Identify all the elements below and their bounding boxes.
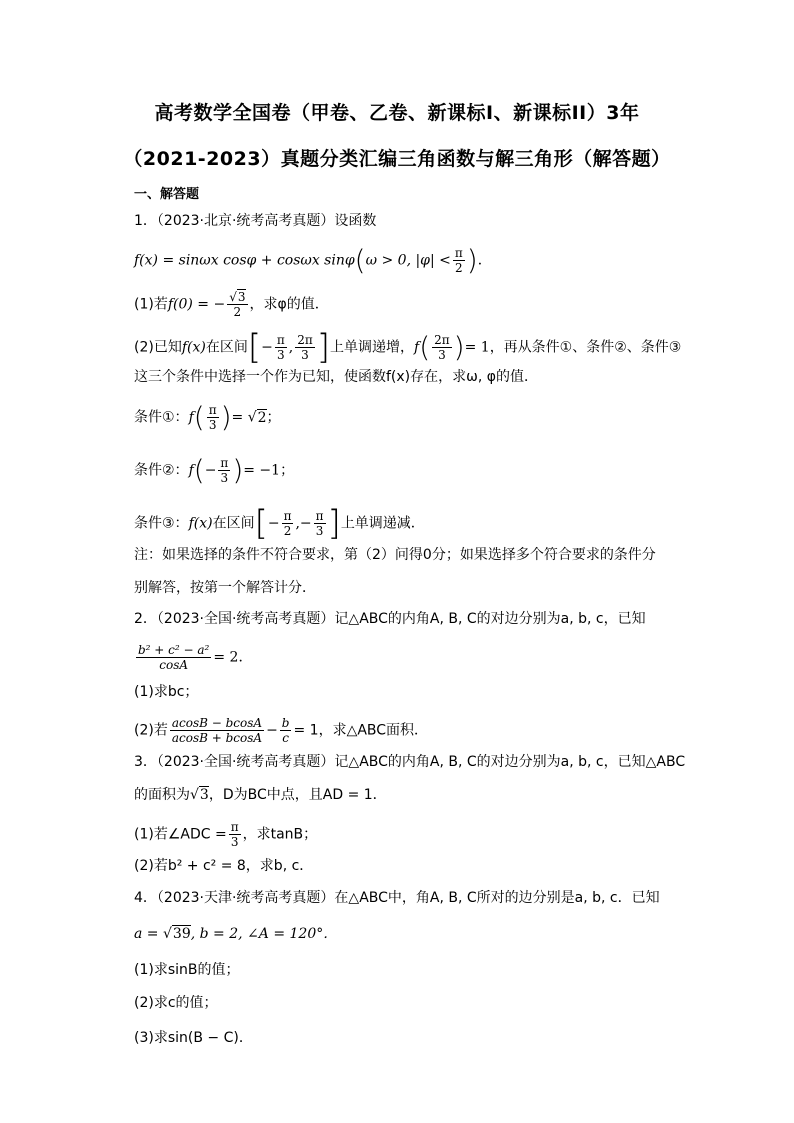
q1-sqrt3-over-2: $\frac{√3}{2}$ bbox=[229, 290, 246, 319]
q1-part-2-line-2: 这三个条件中选择一个作为已知，使函数f(x)存在，求ω, φ的值． bbox=[134, 369, 538, 385]
q3-lead: 3．（2023·全国·统考高考真题）记△ABC的内角A, B, C的对边分别为a, b, c，已知△ABC bbox=[134, 754, 686, 770]
q1-function-definition: f(x) = sinωx cosφ + cosωx sinφ(ω > 0, |φ| < $\frac{\pi}{2}$ )． bbox=[134, 243, 492, 277]
q4-part-1: (1)求sinB的值； bbox=[134, 962, 240, 978]
q4-part-2: (2)求c的值； bbox=[134, 995, 218, 1011]
section-heading: 一、解答题 bbox=[134, 187, 200, 202]
q1-note-line-1: 注：如果选择的条件不符合要求，第（2）问得0分；如果选择多个符合要求的条件分 bbox=[134, 547, 656, 563]
q1-condition-3: 条件③：f(x)在区间[− $\frac{\pi}{2}$ ,− $\frac{\pi}{3}$ ]上单调递减． bbox=[134, 503, 425, 544]
q1-note-line-2: 别解答，按第一个解答计分． bbox=[134, 580, 316, 596]
q2-given: $\frac{\text{b² + c² − a²}}{\cos A}$ = 2． bbox=[138, 643, 253, 672]
document-title-line-1: 高考数学全国卷（甲卷、乙卷、新课标I、新课标II）3年 bbox=[154, 102, 640, 124]
q2-given-fraction: $\frac{\text{b² + c² − a²}}{\cos A}$ bbox=[138, 643, 210, 672]
q1-lead: 1．（2023·北京·统考高考真题）设函数 bbox=[134, 213, 377, 229]
q1-pi-over-2: $\frac{\pi}{2}$ bbox=[454, 246, 463, 275]
q3-part-1: (1)若∠ADC = $\frac{\pi}{3}$ ，求tanB； bbox=[134, 820, 318, 849]
q2-part-2: (2)若 $\frac{acosB - bcosA}{acosB + bcosA}$ − $\frac{b}{c}$ = 1，求△ABC面积． bbox=[134, 716, 429, 745]
q4-given: a = √39, b = 2, ∠A = 120°． bbox=[134, 926, 338, 942]
q2-part-1: (1)求bc； bbox=[134, 684, 199, 700]
q1-func-cond: ω > 0, |φ| < bbox=[365, 252, 451, 269]
q2-lead: 2．（2023·全国·统考高考真题）记△ABC的内角A, B, C的对边分别为a, b, c，已知 bbox=[134, 611, 646, 627]
q4-lead: 4．（2023·天津·统考高考真题）在△ABC中，角A, B, C所对的边分别是a, b, c．已知 bbox=[134, 890, 660, 906]
q1-condition-2: 条件②：f(− $\frac{\pi}{3}$ )= −1； bbox=[134, 453, 295, 487]
q3-line-2: 的面积为√3，D为BC中点，且AD = 1． bbox=[134, 787, 387, 803]
q1-part-2: (2)已知f(x)在区间[− $\frac{\pi}{3}$ , $\frac{2\pi}{3}$ ]上单调递增，f( $\frac{2\pi}{3}$ )= 1，再从条件①、条件②、条件③ bbox=[134, 327, 682, 368]
q1-condition-1: 条件①：f( $\frac{\pi}{3}$ )= √2； bbox=[134, 400, 281, 434]
q4-part-3: (3)求sin(B − C)． bbox=[134, 1030, 253, 1046]
document-title-line-2: （2021-2023）真题分类汇编三角函数与解三角形（解答题） bbox=[123, 148, 671, 170]
q3-part-2: (2)若b² + c² = 8，求b, c． bbox=[134, 858, 314, 874]
q1-func-main: f(x) = sinωx cosφ + cosωx sinφ bbox=[134, 252, 355, 269]
q1-part-1: (1)若f(0) = − $\frac{√3}{2}$ ，求φ的值． bbox=[134, 290, 329, 319]
